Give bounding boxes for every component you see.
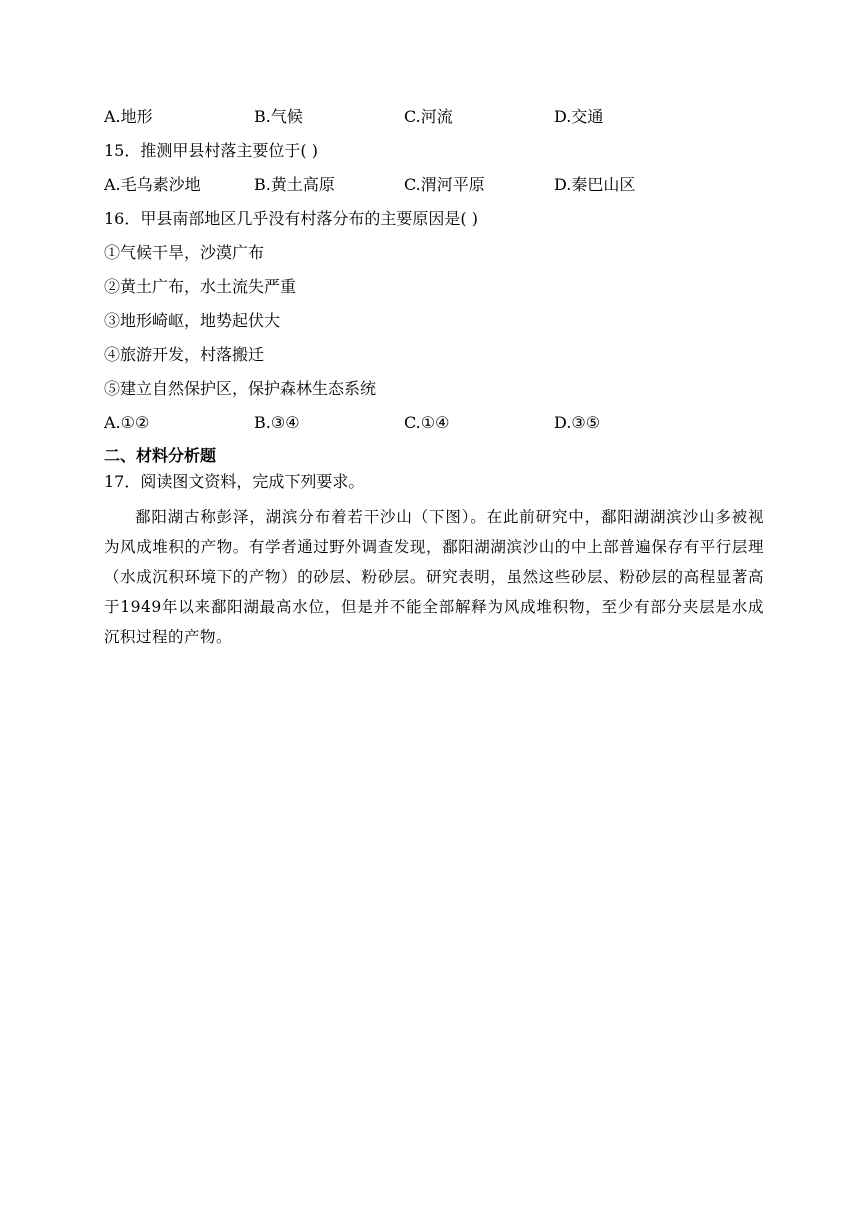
q17-paragraph: 鄱阳湖古称彭泽，湖滨分布着若干沙山（下图）。在此前研究中，鄱阳湖湖滨沙山多被视为风成堆积的产物。有学者通过野外调查发现，鄱阳湖湖滨沙山的中上部普遍保存有平行层理（水成沉积环境下的产物）的砂层、粉砂层。研究表明，虽然这些砂层、粉砂层的高程显著高于1949年以来鄱阳湖最高水位，但是并不能全部解释为风成堆积物，至少有部分夹层是水成沉积过程的产物。 xyxy=(104,508,764,646)
q15-option-c: C.渭河平原 xyxy=(404,175,485,194)
q14-option-c: C.河流 xyxy=(404,107,453,126)
q17-stem: 17．阅读图文资料，完成下列要求。 xyxy=(104,472,365,491)
q14-option-d: D.交通 xyxy=(554,107,604,126)
q15-option-b: B.黄土高原 xyxy=(254,175,335,194)
q14-option-b: B.气候 xyxy=(254,107,303,126)
q15-stem: 15．推测甲县村落主要位于( ) xyxy=(104,141,318,160)
q16-option-c: C.①④ xyxy=(404,413,450,432)
q16-statement-5: ⑤建立自然保护区，保护森林生态系统 xyxy=(104,379,377,398)
q16-statement-2: ②黄土广布，水土流失严重 xyxy=(104,277,297,296)
q16-option-d: D.③⑤ xyxy=(554,413,601,432)
q16-stem: 16．甲县南部地区几乎没有村落分布的主要原因是( ) xyxy=(104,209,478,228)
exam-page xyxy=(104,100,764,652)
q16-statement-3: ③地形崎岖，地势起伏大 xyxy=(104,311,281,330)
q14-option-a: A.地形 xyxy=(104,107,153,126)
q16-option-b: B.③④ xyxy=(254,413,300,432)
q16-statement-4: ④旅游开发，村落搬迁 xyxy=(104,345,265,364)
q15-options xyxy=(104,168,764,202)
q16-statement-1: ①气候干旱，沙漠广布 xyxy=(104,243,265,262)
q15-option-d: D.秦巴山区 xyxy=(554,175,636,194)
q16-options xyxy=(104,406,764,440)
q15-option-a: A.毛乌素沙地 xyxy=(104,175,201,194)
q16-option-a: A.①② xyxy=(104,413,150,432)
q14-options xyxy=(104,100,764,134)
section-title: 二、材料分析题 xyxy=(104,446,217,465)
